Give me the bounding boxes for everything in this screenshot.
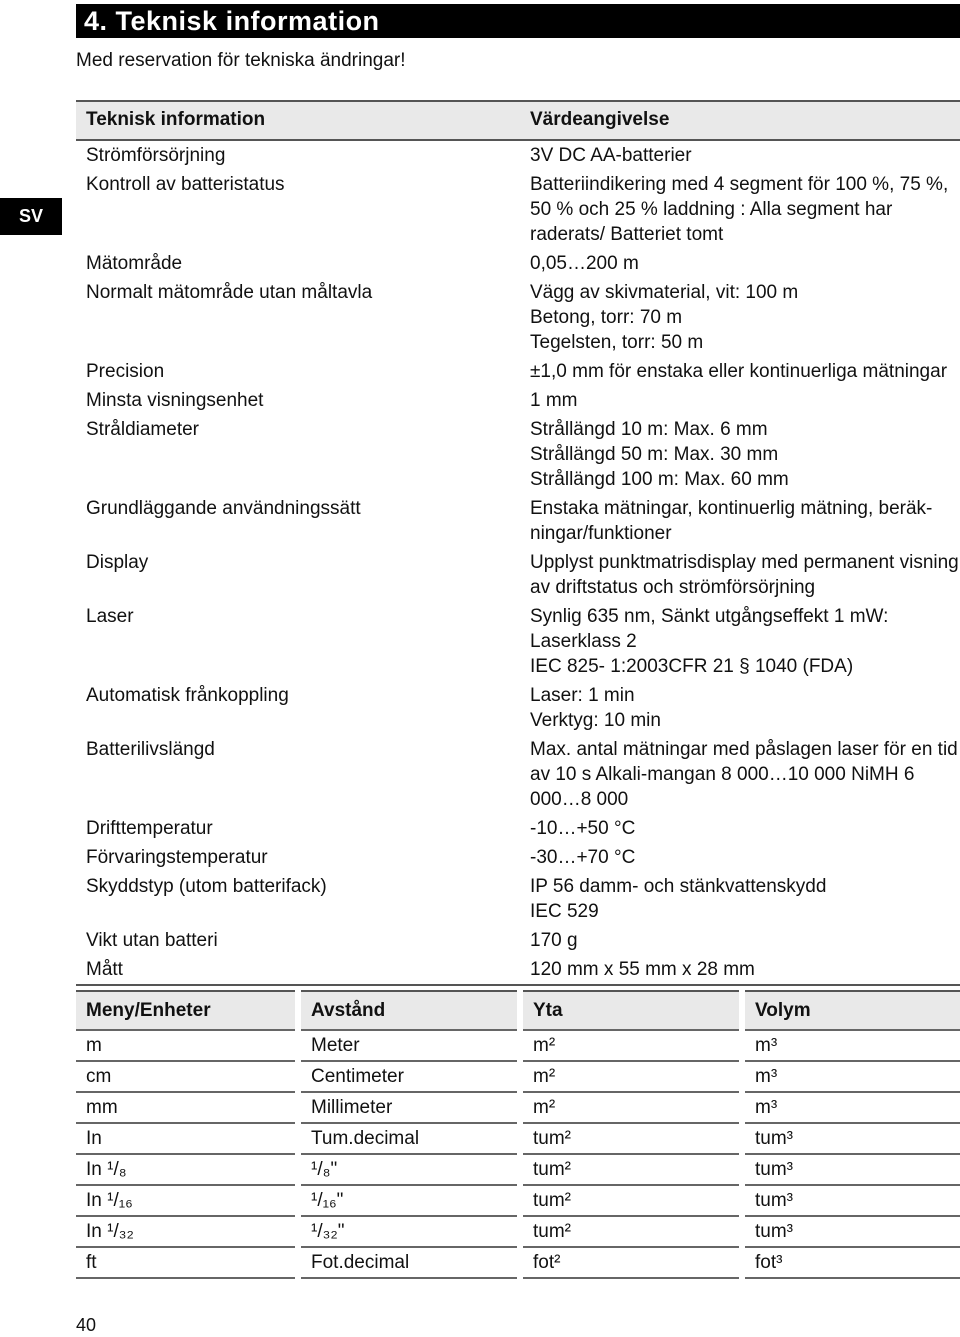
spec-value: IP 56 damm- och stänkvattenskydd IEC 529 bbox=[530, 876, 827, 922]
spec-label: Stråldiameter bbox=[86, 419, 199, 440]
language-tab: SV bbox=[0, 198, 62, 235]
unit-volume-cell: tum³ bbox=[742, 1216, 960, 1247]
unit-menu-cell: In bbox=[76, 1123, 298, 1154]
unit-volume-cell: tum³ bbox=[742, 1123, 960, 1154]
table-row bbox=[76, 1185, 960, 1216]
unit-area-cell: tum² bbox=[520, 1154, 742, 1185]
table-header-row bbox=[76, 101, 960, 140]
table-row bbox=[76, 955, 960, 985]
table-row bbox=[76, 602, 960, 681]
spec-label: Drifttemperatur bbox=[86, 818, 213, 839]
disclaimer-text: Med reservation för tekniska ändringar! bbox=[76, 50, 406, 71]
unit-distance-cell: ¹/₃₂" bbox=[298, 1216, 520, 1247]
table-row bbox=[76, 843, 960, 872]
table-row bbox=[76, 926, 960, 955]
spec-label: Grundläggande användningssätt bbox=[86, 498, 361, 519]
column-header-area: Yta bbox=[520, 991, 742, 1030]
spec-label: Batterilivslängd bbox=[86, 739, 215, 760]
spec-value: Strållängd 10 m: Max. 6 mm Strållängd 50 m: Max. 30 mm Strållängd 100 m: Max. 60 mm bbox=[530, 419, 789, 490]
unit-menu-cell: In ¹/₃₂ bbox=[76, 1216, 298, 1247]
spec-value: 1 mm bbox=[530, 390, 578, 411]
spec-value: Upplyst punktmatrisdisplay med permanent visning av driftstatus och strömförsörjning bbox=[530, 552, 959, 598]
spec-label: Laser bbox=[86, 606, 134, 627]
unit-menu-cell: ft bbox=[76, 1247, 298, 1278]
column-header-menu: Meny/Enheter bbox=[76, 991, 298, 1030]
table-row bbox=[76, 278, 960, 357]
unit-distance-cell: Meter bbox=[298, 1030, 520, 1061]
table-row bbox=[76, 494, 960, 548]
table-row bbox=[76, 170, 960, 249]
unit-distance-cell: ¹/₈" bbox=[298, 1154, 520, 1185]
spec-label: Precision bbox=[86, 361, 165, 382]
unit-area-cell: tum² bbox=[520, 1185, 742, 1216]
unit-volume-cell: m³ bbox=[742, 1030, 960, 1061]
unit-volume-cell: tum³ bbox=[742, 1185, 960, 1216]
table-header-row bbox=[76, 991, 960, 1030]
unit-distance-cell: Tum.decimal bbox=[298, 1123, 520, 1154]
unit-volume-cell: tum³ bbox=[742, 1154, 960, 1185]
spec-label: Vikt utan batteri bbox=[86, 930, 218, 951]
spec-label: Skyddstyp (utom batterifack) bbox=[86, 876, 327, 897]
table-row bbox=[76, 140, 960, 170]
spec-label: Display bbox=[86, 552, 149, 573]
unit-menu-cell: cm bbox=[76, 1061, 298, 1092]
unit-distance-cell: Fot.decimal bbox=[298, 1247, 520, 1278]
unit-area-cell: tum² bbox=[520, 1123, 742, 1154]
spec-label: Minsta visningsenhet bbox=[86, 390, 264, 411]
unit-menu-cell: m bbox=[76, 1030, 298, 1061]
table-row bbox=[76, 357, 960, 386]
technical-specs-table bbox=[76, 100, 960, 986]
table-row bbox=[76, 1030, 960, 1061]
spec-value: Batteriindikering med 4 segment för 100 %, 75 %, 50 % och 25 % laddning : Alla segment har raderats/ Batteriet tomt bbox=[530, 174, 949, 245]
spec-value: 170 g bbox=[530, 930, 578, 951]
spec-value: Max. antal mätningar med påslagen laser för en tid av 10 s Alkali-mangan 8 000…10 000 NiMH 6 000…8 000 bbox=[530, 739, 958, 810]
unit-menu-cell: In ¹/₈ bbox=[76, 1154, 298, 1185]
table-row bbox=[76, 1092, 960, 1123]
unit-volume-cell: m³ bbox=[742, 1061, 960, 1092]
column-header-spec: Teknisk information bbox=[76, 101, 520, 140]
spec-value: ±1,0 mm för enstaka eller kontinuerliga mätningar bbox=[530, 361, 948, 382]
unit-area-cell: fot² bbox=[520, 1247, 742, 1278]
unit-distance-cell: Centimeter bbox=[298, 1061, 520, 1092]
spec-value: Synlig 635 nm, Sänkt utgångseffekt 1 mW: Laserklass 2 IEC 825- 1:2003CFR 21 § 1040 (FDA) bbox=[530, 606, 889, 677]
table-row bbox=[76, 1216, 960, 1247]
spec-value: Vägg av skivmaterial, vit: 100 m Betong, torr: 70 m Tegelsten, torr: 50 m bbox=[530, 282, 799, 353]
spec-label: Kontroll av batteristatus bbox=[86, 174, 285, 195]
spec-label: Automatisk frånkoppling bbox=[86, 685, 289, 706]
unit-area-cell: m² bbox=[520, 1030, 742, 1061]
spec-label: Mått bbox=[86, 959, 123, 980]
table-row bbox=[76, 735, 960, 814]
section-heading: 4. Teknisk information bbox=[76, 4, 960, 38]
column-header-value: Värdeangivelse bbox=[520, 101, 960, 140]
spec-value: Enstaka mätningar, kontinuerlig mätning, beräk-ningar/funktioner bbox=[530, 498, 933, 544]
spec-value: 120 mm x 55 mm x 28 mm bbox=[530, 959, 755, 980]
unit-volume-cell: m³ bbox=[742, 1092, 960, 1123]
table-row bbox=[76, 1247, 960, 1278]
spec-label: Strömförsörjning bbox=[86, 145, 226, 166]
table-row bbox=[76, 1123, 960, 1154]
unit-distance-cell: ¹/₁₆" bbox=[298, 1185, 520, 1216]
table-row bbox=[76, 681, 960, 735]
table-row bbox=[76, 1154, 960, 1185]
spec-value: -30…+70 °C bbox=[530, 847, 636, 868]
spec-label: Förvaringstemperatur bbox=[86, 847, 268, 868]
table-row bbox=[76, 548, 960, 602]
unit-menu-cell: In ¹/₁₆ bbox=[76, 1185, 298, 1216]
spec-label: Mätområde bbox=[86, 253, 183, 274]
unit-menu-cell: mm bbox=[76, 1092, 298, 1123]
table-row bbox=[76, 249, 960, 278]
column-header-volume: Volym bbox=[742, 991, 960, 1030]
spec-value: Laser: 1 min Verktyg: 10 min bbox=[530, 685, 661, 731]
table-row bbox=[76, 814, 960, 843]
unit-volume-cell: fot³ bbox=[742, 1247, 960, 1278]
table-row bbox=[76, 415, 960, 494]
page-number: 40 bbox=[76, 1315, 97, 1335]
table-row bbox=[76, 872, 960, 926]
table-row bbox=[76, 1061, 960, 1092]
spec-label: Normalt mätområde utan måltavla bbox=[86, 282, 373, 303]
spec-value: 0,05…200 m bbox=[530, 253, 639, 274]
table-row bbox=[76, 386, 960, 415]
column-header-distance: Avstånd bbox=[298, 991, 520, 1030]
spec-value: -10…+50 °C bbox=[530, 818, 636, 839]
unit-distance-cell: Millimeter bbox=[298, 1092, 520, 1123]
unit-area-cell: m² bbox=[520, 1092, 742, 1123]
unit-area-cell: m² bbox=[520, 1061, 742, 1092]
units-table bbox=[76, 990, 960, 1279]
spec-value: 3V DC AA-batterier bbox=[530, 145, 692, 166]
unit-area-cell: tum² bbox=[520, 1216, 742, 1247]
